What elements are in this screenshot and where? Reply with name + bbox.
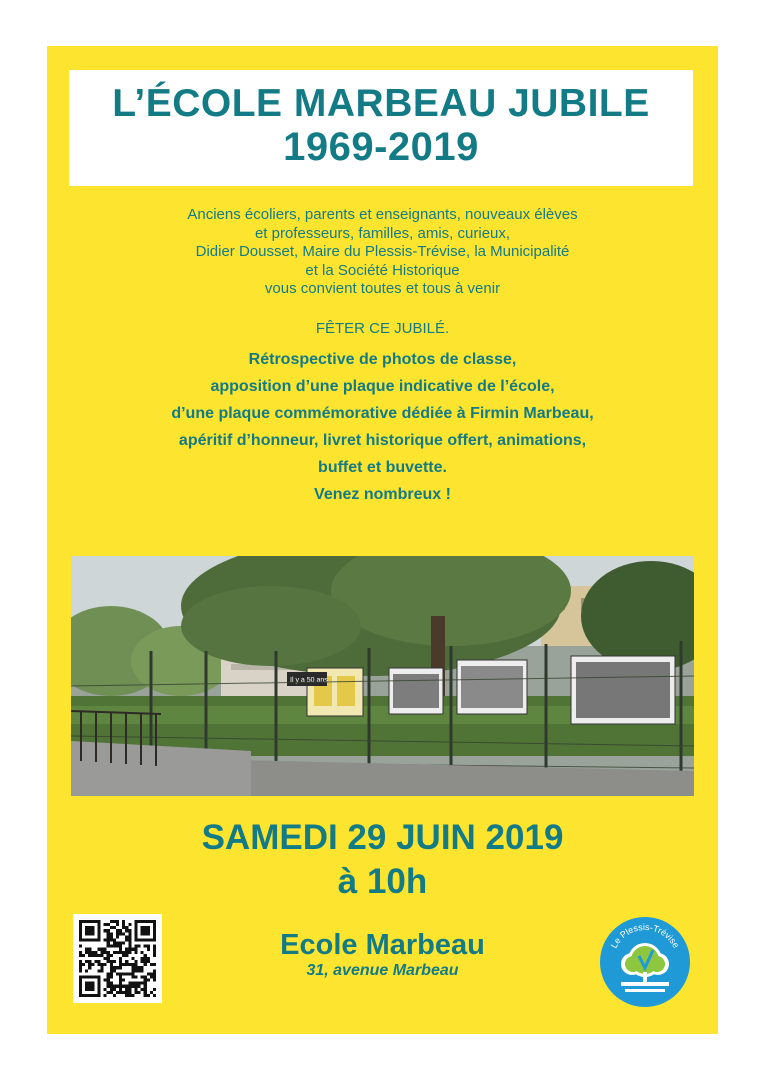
event-time: à 10h [337,862,428,901]
school-fence-photo [71,556,694,796]
venue-name: Ecole Marbeau [280,929,485,961]
plessis-trevise-logo [599,916,691,1008]
title-line-1: L’ÉCOLE MARBEAU JUBILE [112,82,650,125]
event-day: SAMEDI 29 JUIN 2019 [201,818,564,857]
intro-line: et la Société Historique [305,261,460,279]
program-line: apposition d’une plaque indicative de l’école, [210,378,555,395]
poster [47,46,718,1034]
program-line: d’une plaque commémorative dédiée à Firmin Marbeau, [171,405,594,422]
invitation-text [47,206,718,299]
program-text [47,346,718,508]
title-box [69,70,693,186]
intro-line: et professeurs, familles, amis, curieux, [254,224,511,242]
program-line: Venez nombreux ! [314,486,451,503]
intro-line: Anciens écoliers, parents et enseignants, nouveaux élèves [187,206,578,223]
program-line: apéritif d’honneur, livret historique offert, animations, [178,432,587,449]
photo-sign-text: Il y a 50 ans... [290,677,334,684]
logo-text: Le Plessis-Trévise [608,921,682,950]
event-date [47,816,718,904]
program-line: buffet et buvette. [318,459,447,476]
feter-line: FÊTER CE JUBILÉ. [315,320,450,337]
venue-address: 31, avenue Marbeau [306,962,459,979]
program-line: Rétrospective de photos de classe, [248,351,517,368]
intro-line: vous convient toutes et tous à venir [264,280,501,297]
intro-line: Didier Dousset, Maire du Plessis-Trévise, la Municipalité [195,243,570,260]
title-years: 1969-2019 [283,125,479,169]
qr-code[interactable] [73,914,162,1003]
